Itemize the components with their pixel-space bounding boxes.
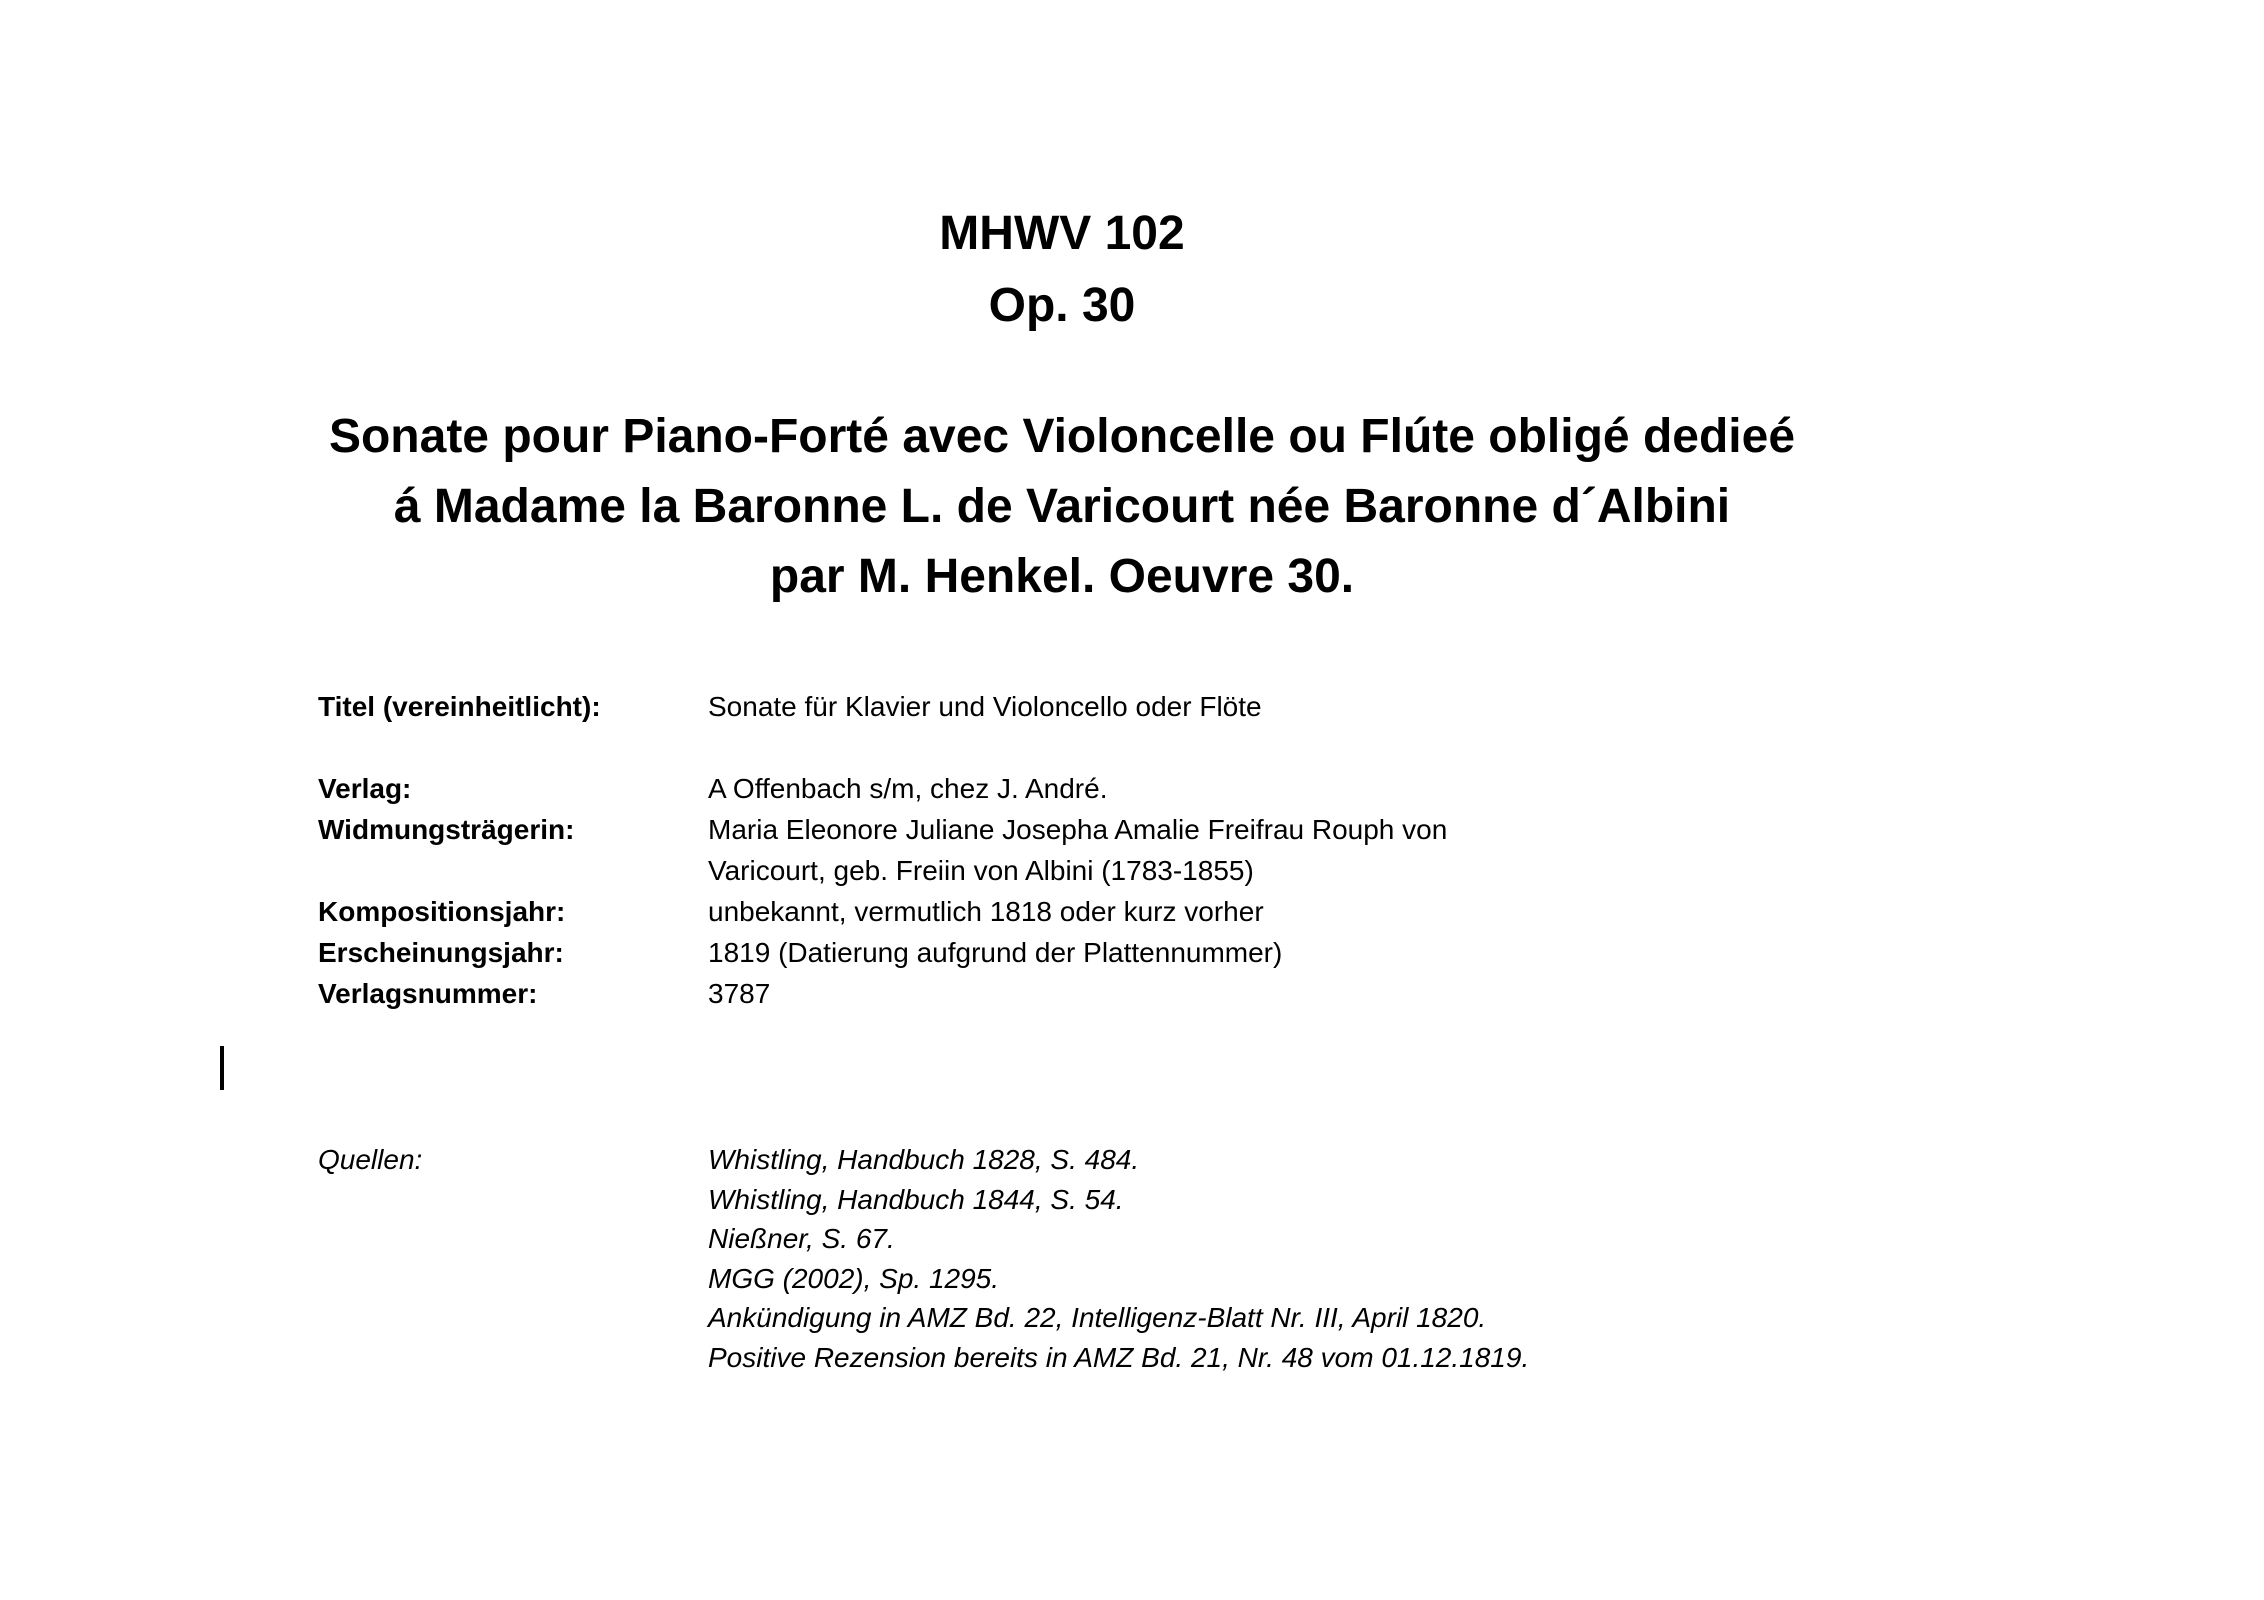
meta-row-uniform-title <box>318 686 1447 727</box>
publisher-label: Verlag: <box>318 773 412 804</box>
title-line-3: par M. Henkel. Oeuvre 30. <box>769 550 1355 603</box>
source-item: Ankündigung in AMZ Bd. 22, Intelligenz-Blatt Nr. III, April 1820. <box>708 1302 1487 1333</box>
publication-year-label: Erscheinungsjahr: <box>318 937 564 968</box>
opus-number: Op. 30 <box>988 279 1136 332</box>
publisher-value: A Offenbach s/m, chez J. André. <box>708 773 1108 804</box>
sources-list <box>318 1140 1529 1377</box>
composition-year-label: Kompositionsjahr: <box>318 896 566 927</box>
text-cursor <box>220 1046 224 1090</box>
source-item: Positive Rezension bereits in AMZ Bd. 21, Nr. 48 vom 01.12.1819. <box>708 1341 1530 1373</box>
plate-number-value: 3787 <box>708 978 771 1009</box>
source-item: Nießner, S. 67. <box>708 1223 895 1254</box>
catalog-heading <box>0 198 2124 342</box>
plate-number-label: Verlagsnummer: <box>318 978 538 1009</box>
meta-row-publication-year <box>318 932 1447 973</box>
source-row <box>318 1259 1529 1299</box>
meta-row-composition-year <box>318 891 1447 932</box>
meta-row-dedicatee-cont <box>318 850 1447 891</box>
sources-label: Quellen: <box>318 1144 423 1175</box>
meta-row-dedicatee <box>318 809 1447 850</box>
metadata-table <box>318 686 1447 1014</box>
source-row <box>318 1140 1529 1180</box>
uniform-title-value: Sonate für Klavier und Violoncello oder Flöte <box>708 691 1262 722</box>
empty-label <box>318 850 708 891</box>
uniform-title-label: Titel (vereinheitlicht): <box>318 691 601 722</box>
source-row <box>318 1298 1529 1338</box>
meta-row-plate-number <box>318 973 1447 1014</box>
composition-year-value: unbekannt, vermutlich 1818 oder kurz vorher <box>708 896 1264 927</box>
dedicatee-value-line-2: Varicourt, geb. Freiin von Albini (1783-1855) <box>708 855 1254 886</box>
work-title <box>0 402 2124 612</box>
source-row <box>318 1338 1529 1378</box>
meta-spacer <box>318 727 1447 768</box>
source-row <box>318 1219 1529 1259</box>
empty-label <box>318 1338 708 1378</box>
title-line-2: á Madame la Baronne L. de Varicourt née Baronne d´Albini <box>393 480 1731 533</box>
empty-label <box>318 1219 708 1259</box>
dedicatee-label: Widmungsträgerin: <box>318 814 575 845</box>
source-row <box>318 1180 1529 1220</box>
empty-label <box>318 1180 708 1220</box>
empty-label <box>318 1259 708 1299</box>
source-item: MGG (2002), Sp. 1295. <box>708 1262 1000 1294</box>
publication-year-value: 1819 (Datierung aufgrund der Plattennummer) <box>708 937 1283 968</box>
catalog-number: MHWV 102 <box>939 207 1185 260</box>
source-item: Whistling, Handbuch 1844, S. 54. <box>708 1183 1124 1215</box>
source-item: Whistling, Handbuch 1828, S. 484. <box>708 1144 1140 1175</box>
empty-label <box>318 1298 708 1338</box>
dedicatee-value-line-1: Maria Eleonore Juliane Josepha Amalie Freifrau Rouph von <box>708 814 1448 845</box>
title-line-1: Sonate pour Piano-Forté avec Violoncelle ou Flúte obligé dedieé <box>328 410 1796 463</box>
meta-row-publisher <box>318 768 1447 809</box>
